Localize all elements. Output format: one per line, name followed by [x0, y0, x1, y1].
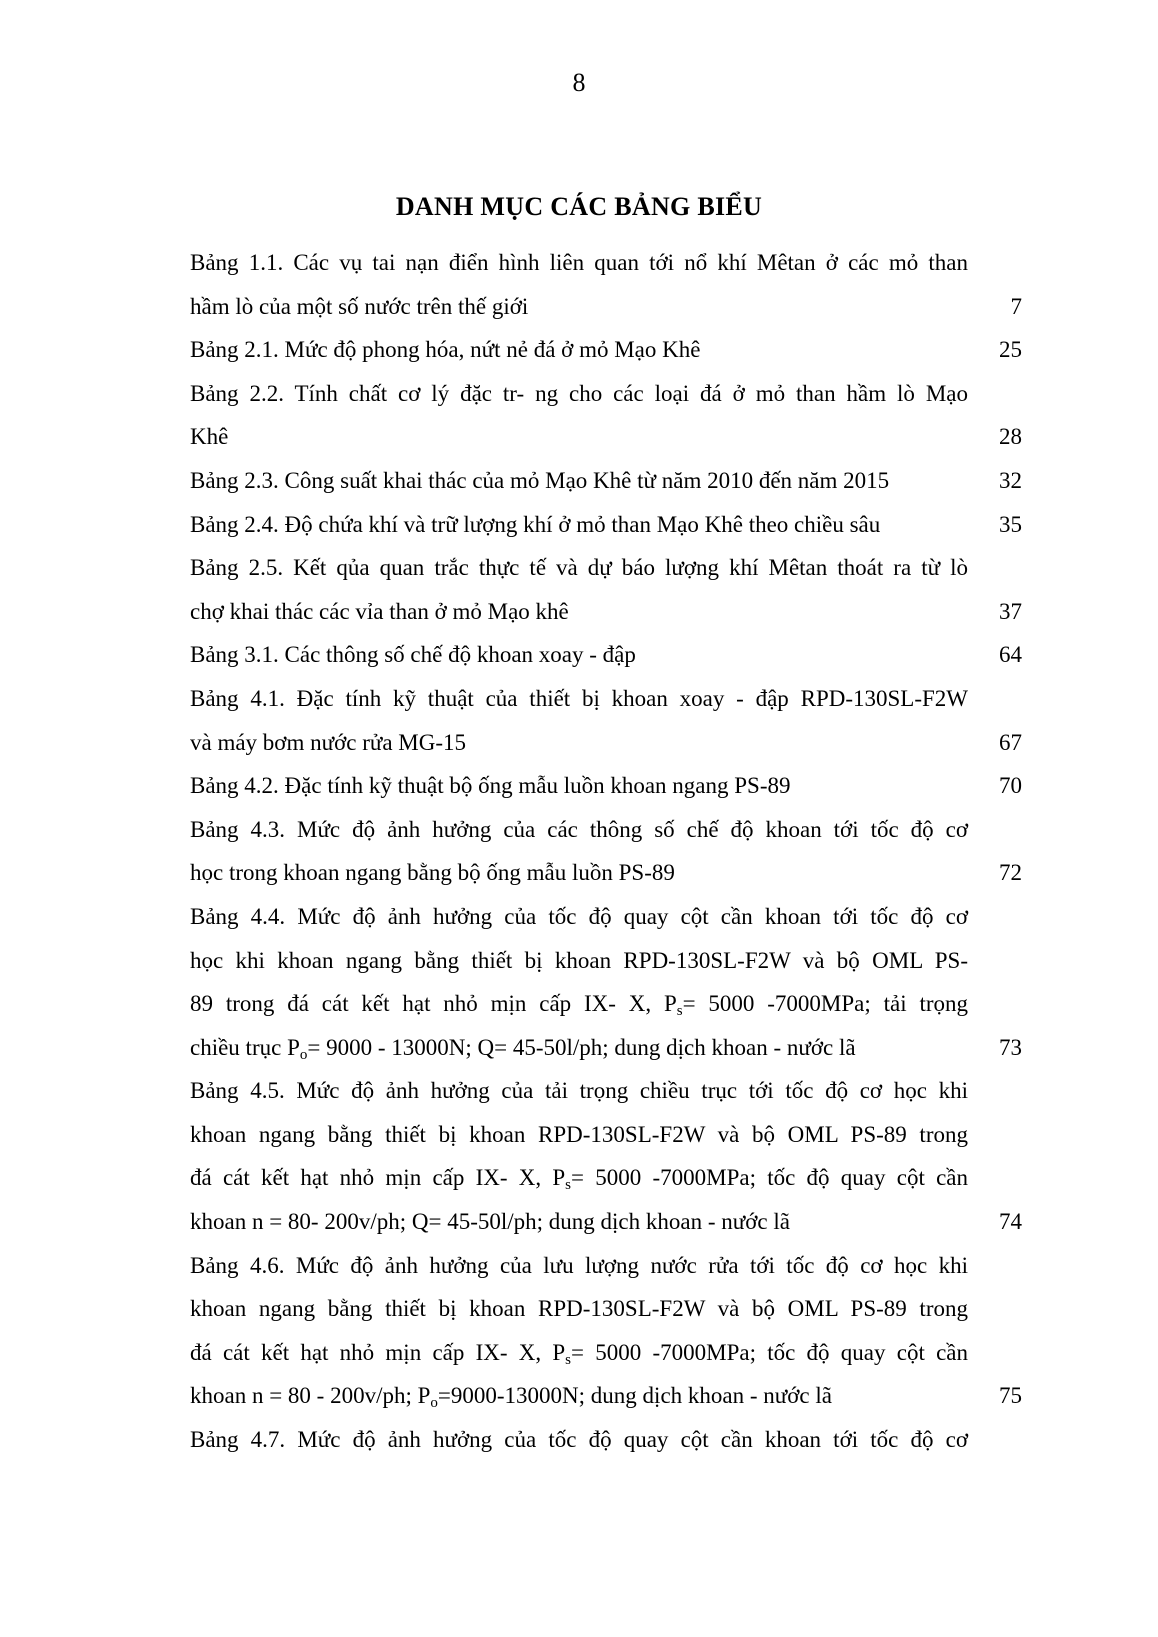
entry-line: Bảng 4.7. Mức độ ảnh hưởng của tốc độ quay cột cần khoan tới tốc độ cơ	[190, 1427, 968, 1453]
entry-text: = 5000 -7000MPa; tốc độ quay cột cần	[571, 1165, 968, 1191]
entry-page-number: 67	[999, 729, 1022, 755]
entry-line: khoan ngang bằng thiết bị khoan RPD-130SL-F2W và bộ OML PS-89 trong	[190, 1121, 968, 1147]
entry-line: Khê	[190, 424, 229, 450]
entry-line: và máy bơm nước rửa MG-15	[190, 729, 466, 755]
subscript: o	[430, 1395, 438, 1412]
subscript: s	[676, 1003, 683, 1020]
entry-line: học khi khoan ngang bằng thiết bị khoan RPD-130SL-F2W và bộ OML PS-	[190, 947, 968, 973]
entry-page-number: 72	[999, 860, 1022, 886]
entry-page-number: 73	[999, 1034, 1022, 1060]
page-title: DANH MỤC CÁC BẢNG BIỂU	[395, 192, 763, 221]
entry-page-number: 32	[999, 467, 1022, 493]
toc-entry-4-2	[190, 764, 1022, 808]
subscript: s	[565, 1351, 572, 1368]
entry-line: Bảng 4.6. Mức độ ảnh hưởng của lưu lượng nước rửa tới tốc độ cơ học khi	[190, 1252, 968, 1278]
entry-line: khoan ngang bằng thiết bị khoan RPD-130SL-F2W và bộ OML PS-89 trong	[190, 1296, 968, 1322]
entry-text: = 9000 - 13000N; Q= 45-50l/ph; dung dịch khoan - nước lã	[307, 1034, 856, 1060]
toc-entry-3-1	[190, 633, 1022, 677]
subscript: s	[565, 1177, 572, 1194]
entry-line: hầm lò của một số nước trên thế giới	[190, 293, 529, 319]
entry-page-number: 7	[1010, 293, 1022, 319]
entry-page-number: 28	[999, 424, 1022, 450]
entry-line: Bảng 2.1. Mức độ phong hóa, nứt nẻ đá ở mỏ Mạo Khê	[190, 337, 701, 363]
toc-entry-2-4	[190, 503, 1022, 547]
entry-line: Bảng 2.3. Công suất khai thác của mỏ Mạo Khê từ năm 2010 đến năm 2015	[190, 467, 890, 493]
toc-entry-2-1	[190, 328, 1022, 372]
entry-line: Bảng 3.1. Các thông số chế độ khoan xoay - đập	[190, 642, 636, 668]
entry-line: Bảng 2.5. Kết qủa quan trắc thực tế và dự báo lượng khí Mêtan thoát ra từ lò	[190, 555, 968, 581]
entry-page-number: 37	[999, 598, 1022, 624]
toc-entry-4-1	[190, 677, 1022, 764]
entry-line: Bảng 4.2. Đặc tính kỹ thuật bộ ống mẫu luồn khoan ngang PS-89	[190, 773, 791, 799]
entry-line: khoan n = 80- 200v/ph; Q= 45-50l/ph; dung dịch khoan - nước lã	[190, 1209, 790, 1235]
entry-page-number: 70	[999, 773, 1022, 799]
toc-entry-4-3	[190, 808, 1022, 895]
entry-line: Bảng 2.4. Độ chứa khí và trữ lượng khí ở mỏ than Mạo Khê theo chiều sâu	[190, 511, 881, 537]
toc-entry-2-3	[190, 459, 1022, 503]
entry-line: Bảng 4.4. Mức độ ảnh hưởng của tốc độ quay cột cần khoan tới tốc độ cơ	[190, 903, 968, 929]
entry-line-with-subscript	[190, 1026, 968, 1070]
entry-page-number: 64	[999, 642, 1022, 668]
table-of-tables	[190, 241, 1022, 1462]
entry-line-with-subscript	[190, 1374, 968, 1418]
entry-page-number: 75	[999, 1383, 1022, 1409]
entry-text: đá cát kết hạt nhỏ mịn cấp IX- X, P	[190, 1165, 566, 1191]
entry-page-number: 25	[999, 337, 1022, 363]
toc-entry-1-1	[190, 241, 1022, 328]
entry-text: khoan n = 80 - 200v/ph; P	[190, 1383, 431, 1409]
entry-line-with-subscript	[190, 1331, 968, 1375]
entry-line: Bảng 2.2. Tính chất cơ lý đặc tr- ng cho các loại đá ở mỏ than hầm lò Mạo	[190, 380, 968, 406]
entry-text: = 5000 -7000MPa; tải trọng	[682, 991, 968, 1017]
entry-page-number: 35	[999, 511, 1022, 537]
entry-text: = 5000 -7000MPa; tốc độ quay cột cần	[571, 1339, 968, 1365]
entry-line: Bảng 4.1. Đặc tính kỹ thuật của thiết bị khoan xoay - đập RPD-130SL-F2W	[190, 685, 968, 711]
toc-entry-2-5	[190, 546, 1022, 633]
toc-entry-4-5	[190, 1069, 1022, 1243]
entry-line: chợ khai thác các vỉa than ở mỏ Mạo khê	[190, 598, 569, 624]
subscript: o	[299, 1046, 308, 1063]
entry-text: 89 trong đá cát kết hạt nhỏ mịn cấp IX- X, P	[190, 991, 677, 1017]
entry-text: đá cát kết hạt nhỏ mịn cấp IX- X, P	[190, 1339, 566, 1365]
entry-line: học trong khoan ngang bằng bộ ống mẫu luồn PS-89	[190, 860, 675, 886]
entry-text: =9000-13000N; dung dịch khoan - nước lã	[437, 1383, 832, 1409]
entry-page-number: 74	[999, 1209, 1022, 1235]
entry-line-with-subscript	[190, 1156, 968, 1200]
toc-entry-4-7	[190, 1418, 1022, 1462]
entry-line: Bảng 4.5. Mức độ ảnh hưởng của tải trọng chiều trục tới tốc độ cơ học khi	[190, 1078, 968, 1104]
toc-entry-4-4	[190, 895, 1022, 1069]
toc-entry-4-6	[190, 1244, 1022, 1418]
entry-line-with-subscript	[190, 982, 968, 1026]
entry-line: Bảng 4.3. Mức độ ảnh hưởng của các thông số chế độ khoan tới tốc độ cơ	[190, 816, 968, 842]
toc-entry-2-2	[190, 372, 1022, 459]
entry-line: Bảng 1.1. Các vụ tai nạn điển hình liên quan tới nổ khí Mêtan ở các mỏ than	[190, 250, 968, 275]
entry-text: chiều trục P	[190, 1034, 300, 1060]
page-number: 8	[572, 68, 586, 97]
